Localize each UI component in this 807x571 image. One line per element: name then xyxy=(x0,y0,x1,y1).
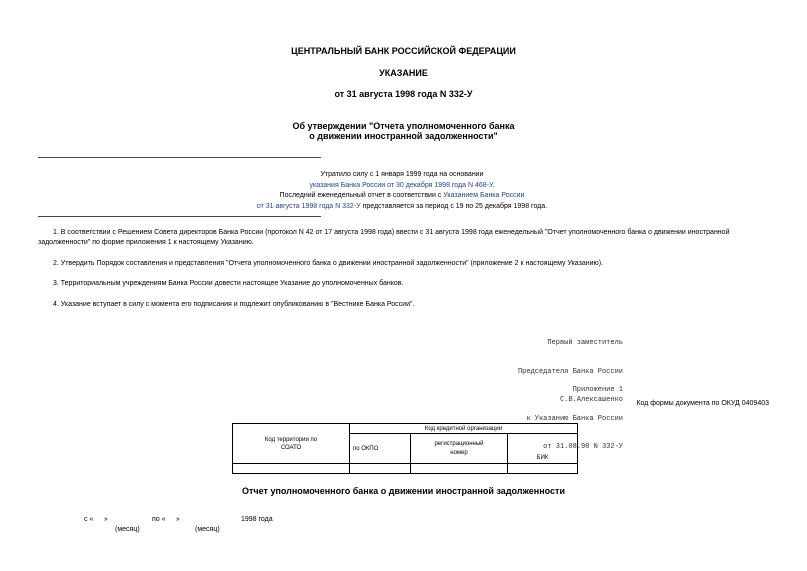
signature-line-3: С.В.Алексашенко xyxy=(559,396,623,404)
status-line-4-end: представляется за период с 19 по 25 декабря 1998 года. xyxy=(360,202,548,210)
paragraph-2 xyxy=(38,259,770,269)
paragraph-3 xyxy=(38,279,770,289)
okpo-cell xyxy=(350,464,411,474)
appendix-line-1: Приложение 1 xyxy=(572,386,623,394)
status-link-332[interactable]: от 31 августа 1998 года N 332-У xyxy=(256,202,361,210)
period-from-close: » xyxy=(104,516,108,523)
territory-code-header xyxy=(233,424,350,464)
doc-date: от 31 августа 1998 года N 332-У xyxy=(334,89,473,99)
signature-line-2: Председателя Банка России xyxy=(517,367,623,376)
appendix-line-2: к Указанию Банка России xyxy=(526,414,623,423)
okpo-header: по ОКПО xyxy=(350,434,411,464)
period-to-close: » xyxy=(176,516,180,523)
territory-code-label: Код территории по СОАТО xyxy=(264,436,318,451)
paragraph-4 xyxy=(38,300,770,310)
paragraph-3-text: 3. Территориальным учреждениям Банка России довести настоящее Указание до уполномоченных банков. xyxy=(53,280,404,287)
doc-title-line-2: о движении иностранной задолженности" xyxy=(309,131,498,141)
period-to: по « xyxy=(152,516,166,523)
paragraph-4-text: 4. Указание вступает в силу с момента его подписания и подлежит опубликованию в "Вестнике Банка России". xyxy=(53,301,415,308)
status-line-2-end: . xyxy=(492,181,495,189)
org-title: ЦЕНТРАЛЬНЫЙ БАНК РОССИЙСКОЙ ФЕДЕРАЦИИ xyxy=(291,46,516,56)
divider-top xyxy=(38,157,321,158)
report-title: Отчет уполномоченного банка о движении иностранной задолженности xyxy=(242,486,565,496)
status-line-2 xyxy=(201,181,603,192)
appendix-line-3: от 31.08.98 N 332-У xyxy=(543,443,623,451)
reg-number-label: регистрационный номер xyxy=(434,440,484,456)
credit-org-header: Код кредитной организации xyxy=(350,424,578,434)
status-line-3 xyxy=(201,191,603,202)
signature-line-1: Первый заместитель xyxy=(547,339,623,347)
period-from: с « xyxy=(84,516,94,523)
bank-code-table xyxy=(232,423,578,474)
territory-code-cell xyxy=(233,464,350,474)
status-line-4 xyxy=(201,202,603,213)
period-month-2: (месяц) xyxy=(195,526,220,533)
status-link-468[interactable]: указания Банка России от 30 декабря 1998 года N 468-У xyxy=(309,181,493,189)
period-month-1: (месяц) xyxy=(115,526,140,533)
period-year: 1998 года xyxy=(241,516,273,523)
status-line-1: Утратило силу с 1 января 1999 года на основании xyxy=(320,171,484,178)
status-link-decree[interactable]: Указанием Банка России xyxy=(443,192,525,199)
paragraph-2-text: 2. Утвердить Порядок составления и представления "Отчета уполномоченного банка о движении иностранной задолженности" (приложение 2 к настоящему Указанию). xyxy=(53,260,604,267)
divider-bottom xyxy=(38,216,321,217)
reg-number-cell xyxy=(411,464,508,474)
paragraph-1 xyxy=(38,228,770,248)
okud-code: Код формы документа по ОКУД 0409403 xyxy=(636,400,769,407)
bik-cell xyxy=(508,464,578,474)
status-note xyxy=(201,170,603,212)
paragraph-1-text: 1. В соответствии с Решением Совета директоров Банка России (протокол N 42 от 17 августа 1998 года) ввести с 31 августа 1998 года еженедельный "Отчет уполномоченного банка о движении иностранной задолженности" по форме приложения 1 к настоящему Указанию. xyxy=(38,229,730,246)
reg-number-header xyxy=(411,434,508,464)
bik-header: БИК xyxy=(508,434,578,464)
doc-type: УКАЗАНИЕ xyxy=(379,68,428,78)
doc-title-line-1: Об утверждении "Отчета уполномоченного банка xyxy=(292,121,515,131)
status-line-3-pre: Последний еженедельный отчет в соответствии с xyxy=(279,192,444,199)
